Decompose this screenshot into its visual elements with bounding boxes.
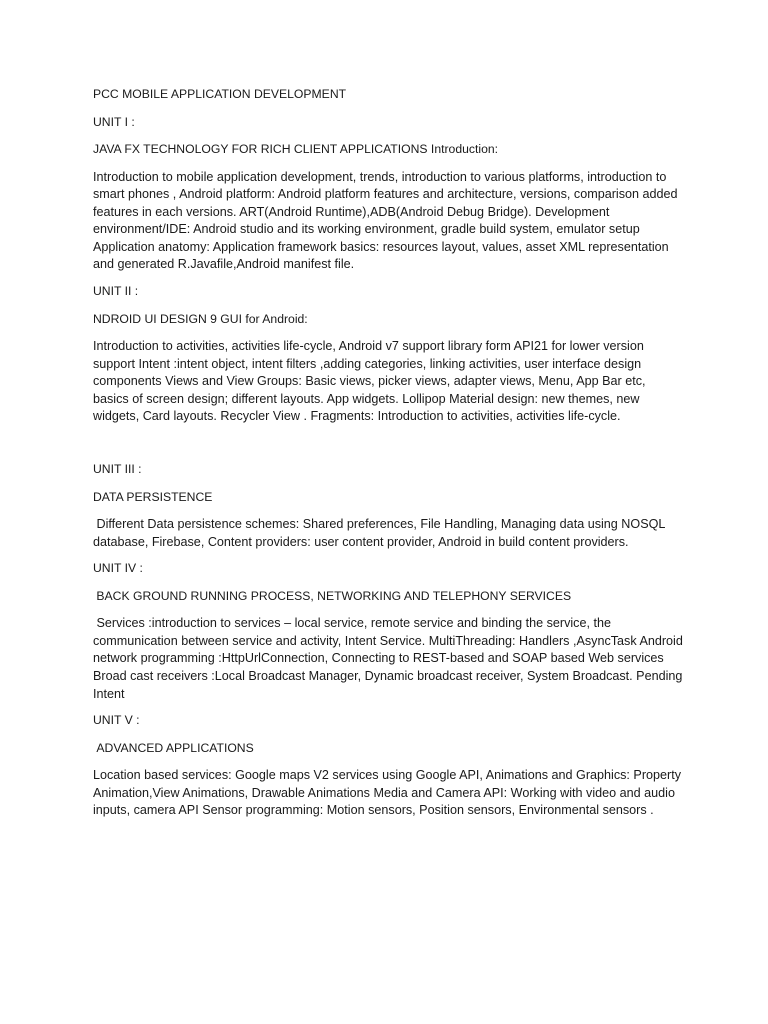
unit-2-heading: NDROID UI DESIGN 9 GUI for Android: xyxy=(93,311,308,326)
unit-3-body: Different Data persistence schemes: Shared preferences, File Handling, Managing data using NOSQL database, Firebase, Content providers: user content provider, Android in build content providers. xyxy=(93,517,669,549)
unit-5-body: Location based services: Google maps V2 services using Google API, Animations and Graphics: Property Animation,View Animations, Drawable Animations Media and Camera API: Working with video and audio inputs, camera API Sensor programming: Motion sensors, Position sensors, Environmental sensors . xyxy=(93,768,684,818)
section-spacer xyxy=(93,435,683,461)
document-title: PCC MOBILE APPLICATION DEVELOPMENT xyxy=(93,87,347,101)
document-page xyxy=(93,86,687,829)
unit-1-heading: JAVA FX TECHNOLOGY FOR RICH CLIENT APPLICATIONS Introduction: xyxy=(93,142,499,156)
unit-5-heading: ADVANCED APPLICATIONS xyxy=(93,740,254,755)
unit-3-heading: DATA PERSISTENCE xyxy=(93,489,213,504)
unit-2-body: Introduction to activities, activities life-cycle, Android v7 support library form API21 for lower version support Intent :intent object, intent filters ,adding categories, linking activities, user interface design components Views and View Groups: Basic views, picker views, adapter views, Menu, App Bar etc, basics of screen design; different layouts. App widgets. Lollipop Material design: new themes, new widgets, Card layouts. Recycler View . Fragments: Introduction to activities, activities life-cycle. xyxy=(93,339,650,424)
unit-1-body: Introduction to mobile application development, trends, introduction to various platforms, introduction to smart phones , Android platform: Android platform features and architecture, versions, comparison added features in each versions. ART(Android Runtime),ADB(Android Debug Bridge). Development environment/IDE: Android studio and its working environment, gradle build system, emulator setup Application anatomy: Application framework basics: resources layout, values, asset XML representation and generated R.Javafile,Android manifest file. xyxy=(93,169,682,272)
unit-5-label: UNIT V : xyxy=(93,713,140,728)
unit-4-heading: BACK GROUND RUNNING PROCESS, NETWORKING AND TELEPHONY SERVICES xyxy=(93,588,572,603)
unit-4-label: UNIT IV : xyxy=(93,561,143,576)
unit-2-label: UNIT II : xyxy=(93,284,139,299)
unit-3-label: UNIT III : xyxy=(93,462,142,477)
unit-4-body: Services :introduction to services – local service, remote service and binding the service, the communication between service and activity, Intent Service. MultiThreading: Handlers ,AsyncTask Android network programming :HttpUrlConnection, Connecting to REST-based and SOAP based Web services Broad cast receivers :Local Broadcast Manager, Dynamic broadcast receiver, System Broadcast. Pending Intent xyxy=(93,616,687,701)
unit-1-label: UNIT I : xyxy=(93,114,135,129)
